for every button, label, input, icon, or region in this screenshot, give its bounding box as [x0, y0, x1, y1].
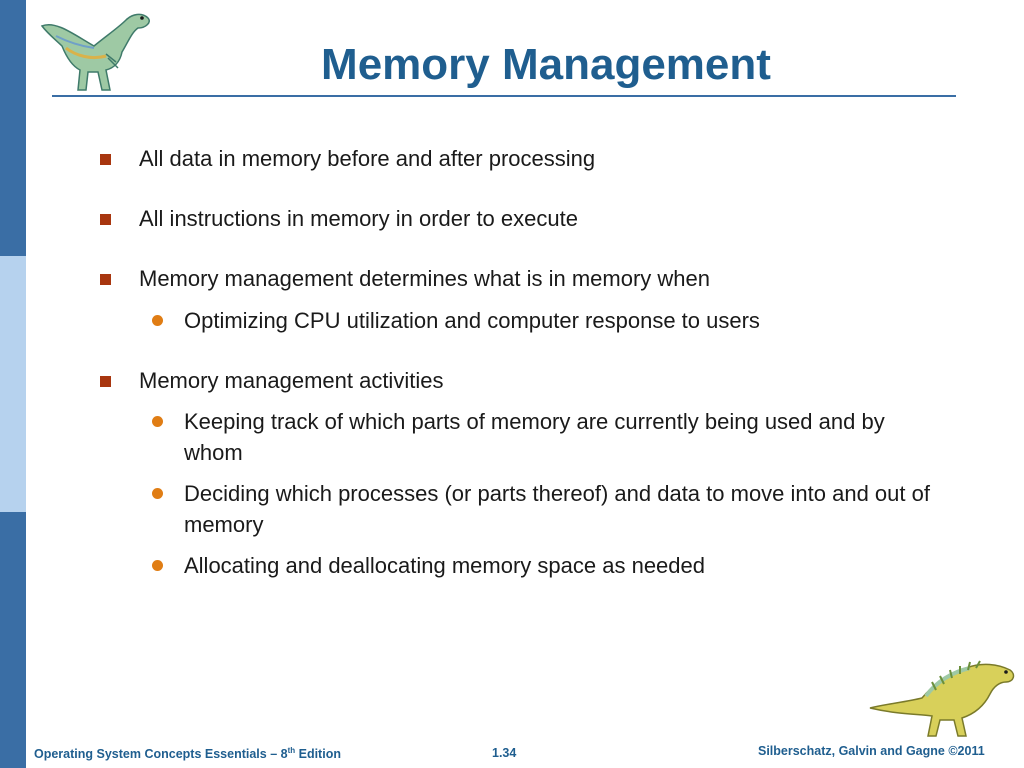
sub-bullet-text: Deciding which processes (or parts thereof) and data to move into and out of memory	[184, 481, 930, 537]
square-bullet-icon	[100, 214, 111, 225]
sub-bullet-text: Optimizing CPU utilization and computer response to users	[184, 308, 760, 333]
square-bullet-icon	[100, 274, 111, 285]
sub-bullet-text: Keeping track of which parts of memory are currently being used and by whom	[184, 409, 885, 465]
dinosaur-icon	[866, 656, 1018, 740]
footer-edition-superscript: th	[287, 746, 296, 755]
bullet-text: All data in memory before and after processing	[139, 146, 596, 171]
round-bullet-icon	[152, 315, 163, 326]
round-bullet-icon	[152, 560, 163, 571]
footer-authors: Silberschatz, Galvin and Gagne ©2011	[758, 744, 985, 758]
bullet-text: Memory management activities	[139, 368, 444, 393]
footer-book-title	[34, 746, 341, 761]
sub-bullet-text: Allocating and deallocating memory space as needed	[184, 553, 705, 578]
round-bullet-icon	[152, 416, 163, 427]
round-bullet-icon	[152, 488, 163, 499]
bullet-text: All instructions in memory in order to execute	[139, 206, 578, 231]
footer-book-title-text: Operating System Concepts Essentials – 8	[34, 747, 288, 762]
footer-edition-word: Edition	[295, 747, 341, 762]
square-bullet-icon	[100, 154, 111, 165]
bullet-text: Memory management determines what is in memory when	[139, 266, 711, 291]
slide-title: Memory Management	[321, 40, 771, 89]
square-bullet-icon	[100, 376, 111, 387]
page-number: 1.34	[492, 746, 517, 760]
